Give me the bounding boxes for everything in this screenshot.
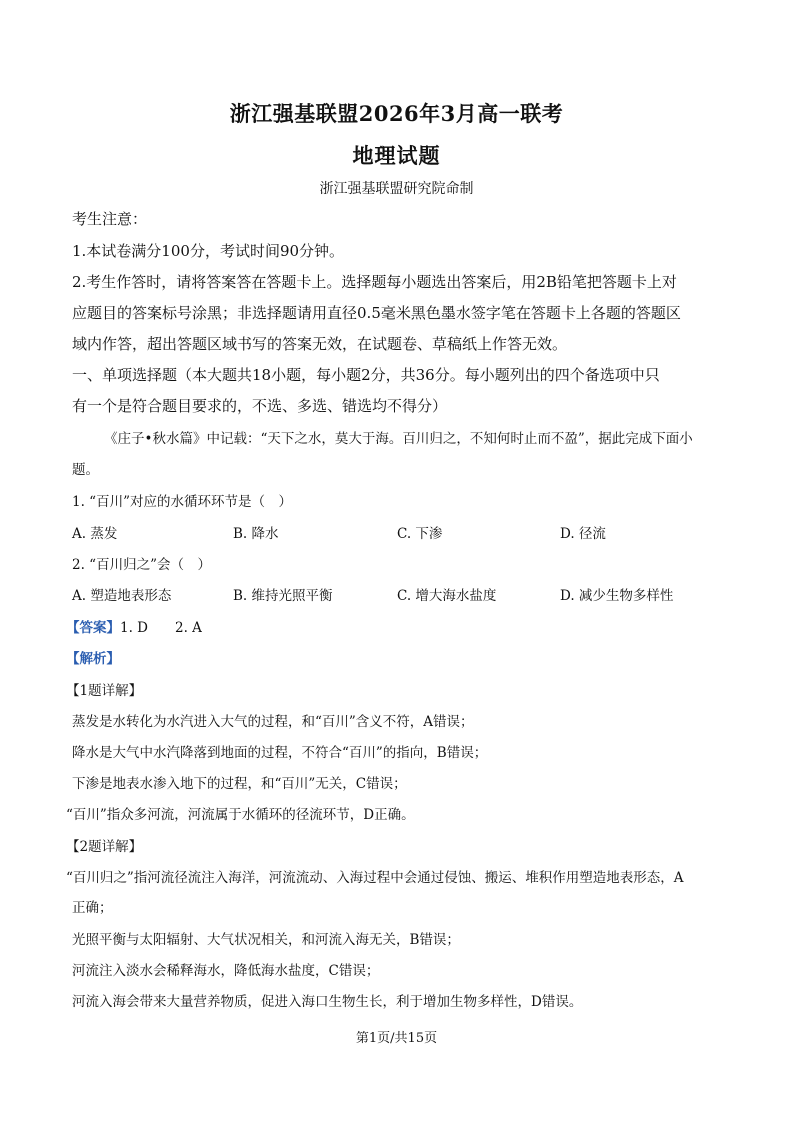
answer-text: 1. D 2. A bbox=[120, 620, 202, 636]
q1-analysis-heading: 【1题详解】 bbox=[66, 683, 143, 699]
passage-line-1: 《庄子•秋水篇》中记载：“天下之水，莫大于海。百川归之，不知何时止而不盈”，据此完成下面小 bbox=[104, 431, 693, 447]
q1-analysis-line-1: 蒸发是水转化为水汽进入大气的过程，和“百川”含义不符，A错误； bbox=[72, 714, 474, 730]
q1-analysis-line-4: “百川”指众多河流，河流属于水循环的径流环节，D正确。 bbox=[66, 807, 415, 823]
notice-item-2-line-3: 域内作答，超出答题区域书写的答案无效，在试题卷、草稿纸上作答无效。 bbox=[72, 335, 568, 353]
section-heading-line-2: 有一个是符合题目要求的，不选、多选、错选均不得分） bbox=[72, 397, 448, 415]
q2-analysis-line-1: “百川归之”指河流径流注入海洋，河流流动、入海过程中会通过侵蚀、搬运、堆积作用塑造地表形态，A bbox=[66, 870, 684, 886]
q1-analysis-line-2: 降水是大气中水汽降落到地面的过程，不符合“百川”的指向，B错误； bbox=[72, 745, 488, 761]
question-2-option-c: C. 增大海水盐度 bbox=[397, 588, 497, 604]
question-2-option-a: A. 塑造地表形态 bbox=[72, 588, 172, 604]
passage-line-2: 题。 bbox=[72, 462, 99, 478]
analysis-label-line bbox=[66, 647, 722, 667]
question-1-stem: 1. “百川”对应的水循环环节是（ ） bbox=[72, 494, 292, 510]
notice-item-2-line-1: 2.考生作答时，请将答案答在答题卡上。选择题每小题选出答案后，用2B铅笔把答题卡上对 bbox=[72, 273, 677, 291]
page-number: 第1页/共15页 bbox=[355, 1031, 438, 1046]
subject-title: 地理试题 bbox=[352, 143, 441, 168]
q2-analysis-line-3: 光照平衡与太阳辐射、大气状况相关，和河流入海无关，B错误； bbox=[72, 932, 460, 948]
analysis-label: 【解析】 bbox=[66, 651, 120, 667]
q2-analysis-heading: 【2题详解】 bbox=[66, 839, 143, 855]
notice-heading: 考生注意： bbox=[72, 210, 148, 228]
notice-item-1: 1.本试卷满分100分，考试时间90分钟。 bbox=[72, 242, 345, 260]
notice-item-2-line-2: 应题目的答案标号涂黑；非选择题请用直径0.5毫米黑色墨水签字笔在答题卡上各题的答题区 bbox=[72, 304, 681, 322]
answer-line bbox=[66, 616, 722, 636]
question-2-option-d: D. 减少生物多样性 bbox=[560, 588, 674, 604]
q1-analysis-line-3: 下渗是地表水渗入地下的过程，和“百川”无关，C错误； bbox=[72, 776, 407, 792]
question-2-option-b: B. 维持光照平衡 bbox=[233, 588, 333, 604]
question-1-option-d: D. 径流 bbox=[560, 526, 606, 542]
exam-title: 浙江强基联盟2026年3月高一联考 bbox=[229, 101, 564, 126]
q2-analysis-line-4: 河流注入淡水会稀释海水，降低海水盐度，C错误； bbox=[72, 963, 380, 979]
q2-analysis-line-5: 河流入海会带来大量营养物质，促进入海口生物生长，利于增加生物多样性，D错误。 bbox=[72, 994, 583, 1010]
question-2-stem: 2. “百川归之”会（ ） bbox=[72, 557, 211, 573]
publisher-line: 浙江强基联盟研究院命制 bbox=[319, 181, 474, 197]
answer-label: 【答案】 bbox=[66, 620, 120, 636]
question-1-option-a: A. 蒸发 bbox=[72, 526, 118, 542]
question-1-option-b: B. 降水 bbox=[233, 526, 279, 542]
question-1-option-c: C. 下渗 bbox=[397, 526, 443, 542]
section-heading-line-1: 一、单项选择题（本大题共18小题，每小题2分，共36分。每小题列出的四个备选项中只 bbox=[72, 366, 660, 384]
q2-analysis-line-2: 正确； bbox=[72, 900, 113, 916]
